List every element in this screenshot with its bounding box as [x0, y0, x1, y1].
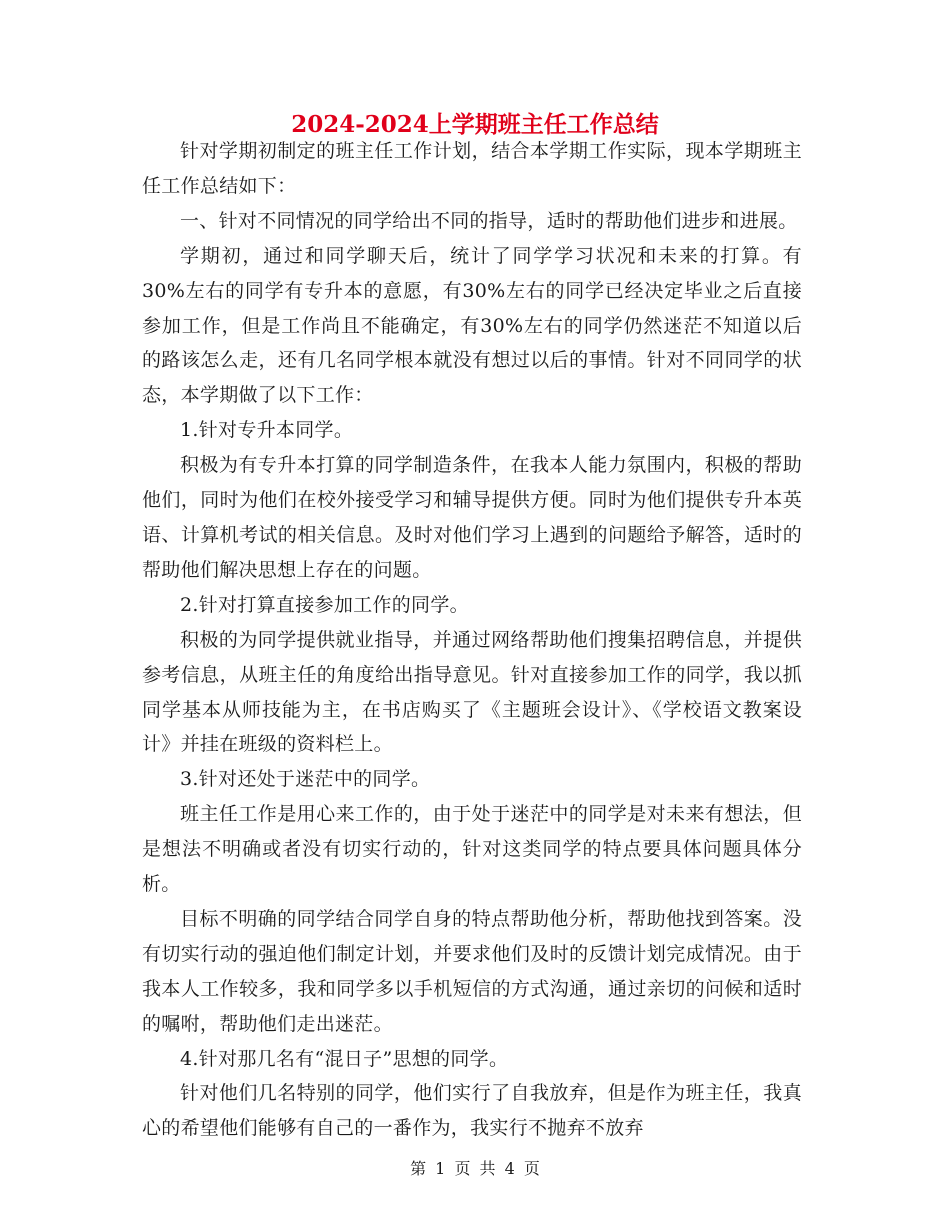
- document-title: 2024-2024上学期班主任工作总结: [291, 111, 659, 138]
- paragraph-goal-guidance: 目标不明确的同学结合同学自身的特点帮助他分析，帮助他找到答案。没有切实行动的强迫他们制定计划，并要求他们及时的反馈计划完成情况。由于我本人工作较多，我和同学多以手机短信的方式沟通，通过亲切的问候和适时的嘱咐，帮助他们走出迷茫。: [142, 907, 802, 1035]
- subheading-1: 1.针对专升本同学。: [180, 419, 354, 442]
- paragraph-confused-students: 班主任工作是用心来工作的，由于处于迷茫中的同学是对未来有想法，但是想法不明确或者没有切实行动的，针对这类同学的特点要具体问题具体分析。: [142, 803, 802, 896]
- paragraph-job-students: 积极的为同学提供就业指导，并通过网络帮助他们搜集招聘信息，并提供参考信息，从班主任的角度给出指导意见。针对直接参加工作的同学，我以抓同学基本从师技能为主，在书店购买了《主题班会设计》、《学校语文教案设计》并挂在班级的资料栏上。: [142, 628, 802, 756]
- subheading-4: 4.针对那几名有“混日子”思想的同学。: [180, 1047, 509, 1070]
- subheading-2: 2.针对打算直接参加工作的同学。: [180, 593, 469, 616]
- paragraph-special-students: 针对他们几名特别的同学，他们实行了自我放弃，但是作为班主任，我真心的希望他们能够有自己的一番作为，我实行不抛弃不放弃: [142, 1082, 802, 1140]
- document-body: [142, 134, 802, 1146]
- section-heading-1: 一、针对不同情况的同学给出不同的指导，适时的帮助他们进步和进展。: [180, 209, 798, 232]
- paragraph-survey: 学期初，通过和同学聊天后，统计了同学学习状况和未来的打算。有30%左右的同学有专升本的意愿，有30%左右的同学已经决定毕业之后直接参加工作，但是工作尚且不能确定，有30%左右的同学仍然迷茫不知道以后的路该怎么走，还有几名同学根本就没有想过以后的事情。针对不同同学的状态，本学期做了以下工作：: [142, 244, 802, 407]
- page-number-footer: 第 1 页 共 4 页: [410, 1159, 540, 1178]
- paragraph-upgrade-students: 积极为有专升本打算的同学制造条件，在我本人能力氛围内，积极的帮助他们，同时为他们在校外接受学习和辅导提供方便。同时为他们提供专升本英语、计算机考试的相关信息。及时对他们学习上遇到的问题给予解答，适时的帮助他们解决思想上存在的问题。: [142, 454, 802, 581]
- paragraph-intro: 针对学期初制定的班主任工作计划，结合本学期工作实际，现本学期班主任工作总结如下：: [142, 140, 802, 197]
- subheading-3: 3.针对还处于迷茫中的同学。: [180, 768, 431, 791]
